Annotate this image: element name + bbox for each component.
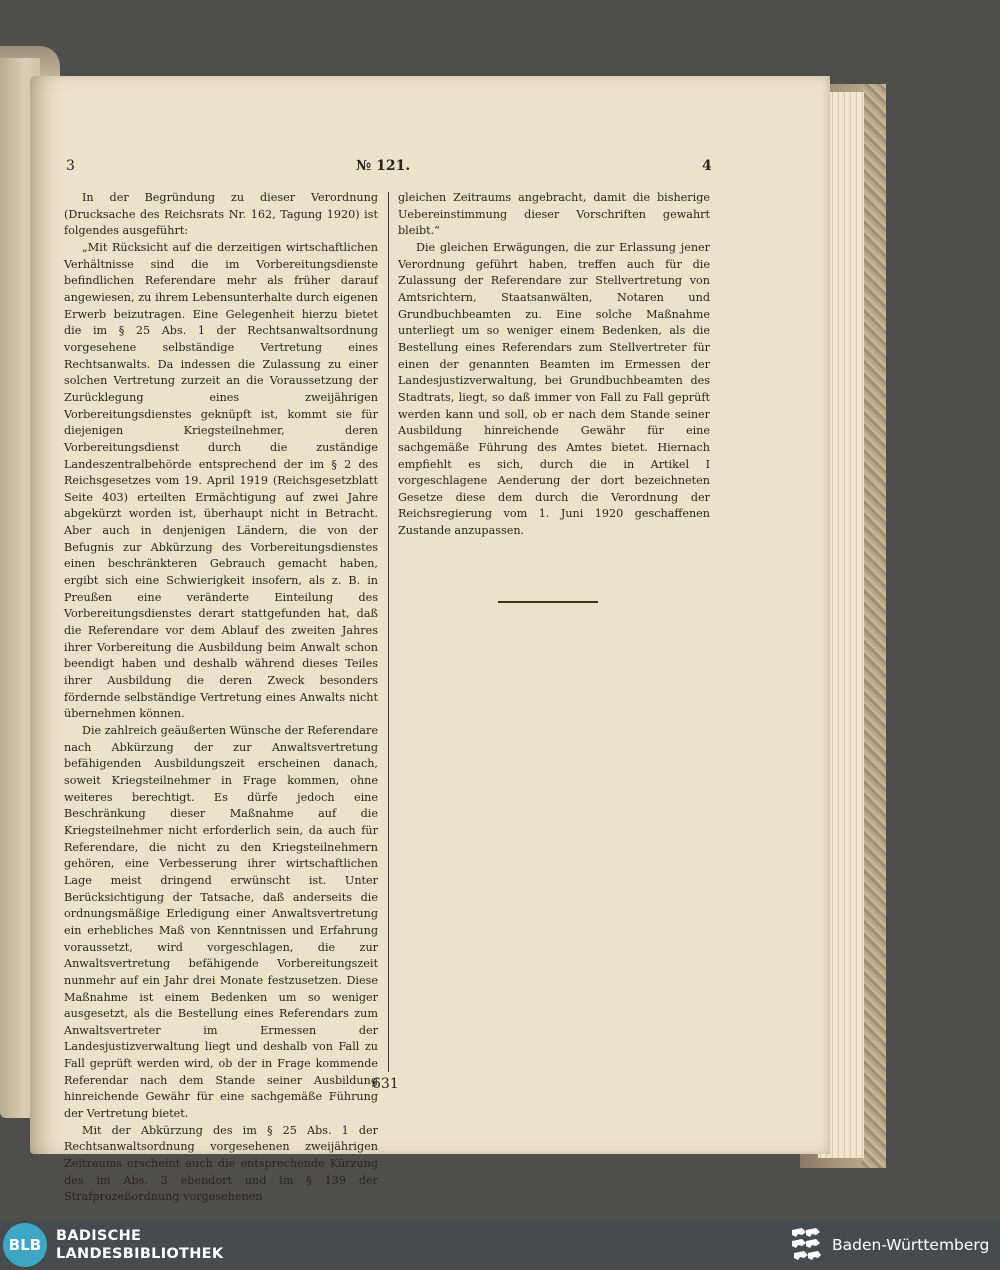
library-name[interactable] [56, 1227, 223, 1263]
right-text-column [398, 190, 710, 540]
section-end-rule [498, 601, 598, 603]
state-name[interactable]: Baden-Württemberg [832, 1236, 990, 1254]
left-text-column [64, 190, 378, 1206]
page-number: 631 [372, 1076, 399, 1092]
issue-number: № 121. [356, 158, 411, 174]
paragraph: Mit der Abkürzung des im § 25 Abs. 1 der Rechtsanwaltsordnung vorgesehenen zweijährigen Zeitraums erscheint auch die entsprechende Kürzung des im Abs. 3 ebendort und im § 139 der Strafprozeßordnung vorgesehenen [64, 1123, 378, 1204]
paragraph: „Mit Rücksicht auf die derzeitigen wirtschaftlichen Verhältnisse sind die im Vorbereitungsdienste befindlichen Referendare mehr als früher darauf angewiesen, zu ihrem Lebensunterhalte durch eigenen Erwerb beizutragen. Eine Gelegenheit hierzu bietet die im § 25 Abs. 1 der Rechtsanwaltsordnung vorgesehene selbständige Vertretung eines Rechtsanwalts. Da indessen die Zulassung zu einer solchen Vertretung zurzeit an die Voraussetzung der Zurücklegung eines zweijährigen Vorbereitungsdienstes geknüpft ist, kommt sie für diejenigen Kriegsteilnehmer, deren Vorbereitungsdienst durch die zuständige Landeszentralbehörde entsprechend der im § 2 des Reichsgesetzes vom 19. April 1919 (Reichsgesetzblatt Seite 403) erteilten Ermächtigung auf zwei Jahre abgekürzt worden ist, überhaupt nicht in Betracht. Aber auch in denjenigen Ländern, die von der Befugnis zur Abkürzung des Vorbereitungsdienstes einen beschränkteren Gebrauch gemacht haben, ergibt sich eine Schwierigkeit insofern, als z. B. in Preußen eine veränderte Einteilung des Vorbereitungsdienstes derart stattgefunden hat, daß die Referendare vor dem Ablauf des zweiten Jahres ihrer Vorbereitung die Ausbildung beim Anwalt schon beendigt haben und deshalb während dieses Teiles ihrer Ausbildung die deren Zweck besonders fördernde selbständige Vertretung eines Anwalts nicht übernehmen können. [64, 240, 378, 721]
left-column-number: 3 [66, 158, 75, 174]
paragraph: gleichen Zeitraums angebracht, damit die bisherige Uebereinstimmung dieser Vorschriften gewahrt bleibt.“ [398, 191, 710, 238]
paragraph: Die gleichen Erwägungen, die zur Erlassung jener Verordnung geführt haben, treffen auch für die Zulassung der Referendare zur Stellvertretung von Amtsrichtern, Staatsanwälten, Notaren und Grundbuchbeamten zu. Eine solche Maßnahme unterliegt um so weniger einem Bedenken, als die Bestellung eines Referendars zum Stellvertreter für einen der genannten Beamten im Ermessen der Landesjustizverwaltung, bei Grundbuchbeamten des Stadtrats, liegt, so daß immer von Fall zu Fall geprüft werden kann und soll, ob er nach dem Stande seiner Ausbildung hinreichende Gewähr für eine sachgemäße Führung des Amtes bietet. Hiernach empfiehlt es sich, durch die in Artikel I vorgeschlagene Aenderung der dort bezeichneten Gesetze diese dem durch die Verordnung der Reichsregierung vom 1. Juni 1920 geschaffenen Zustande anzupassen. [398, 240, 710, 538]
paragraph: In der Begründung zu dieser Verordnung (Drucksache des Reichsrats Nr. 162, Tagung 1920) ist folgendes ausgeführt: [64, 191, 378, 238]
paragraph: Die zahlreich geäußerten Wünsche der Referendare nach Abkürzung der zur Anwaltsvertretung befähigenden Ausbildungszeit erscheinen danach, soweit Kriegsteilnehmer in Frage kommen, ohne weiteres berechtigt. Es dürfe jedoch eine Beschränkung dieser Maßnahme auf die Kriegsteilnehmer nicht erforderlich sein, da auch für Referendare, die nicht zu den Kriegsteilnehmern gehören, eine Verbesserung ihrer wirtschaftlichen Lage meist dringend erwünscht ist. Unter Berücksichtigung der Tatsache, daß anderseits die ordnungsmäßige Erledigung einer Anwaltsvertretung ein erhebliches Maß von Kenntnissen und Erfahrung voraussetzt, wird vorgeschlagen, die zur Anwaltsvertretung befähigende Vorbereitungszeit nunmehr auf ein Jahr drei Monate festzusetzen. Diese Maßnahme ist einem Bedenken um so weniger ausgesetzt, als die Bestellung eines Referendars zum Anwaltsvertreter im Ermessen der Landesjustizverwaltung liegt und deshalb von Fall zu Fall geprüft werden wird, ob der in Frage kommende Referendar nach dem Stande seiner Ausbildung hinreichende Gewähr für eine sachgemäße Führung der Vertretung bietet. [64, 724, 378, 1121]
column-divider [388, 192, 389, 1072]
right-column-number: 4 [702, 158, 712, 174]
baden-wuerttemberg-lions-icon[interactable] [788, 1226, 824, 1264]
library-name-line2: LANDESBIBLIOTHEK [56, 1246, 224, 1262]
blb-logo-icon[interactable]: BLB [3, 1223, 47, 1267]
library-name-line1: BADISCHE [56, 1228, 142, 1244]
